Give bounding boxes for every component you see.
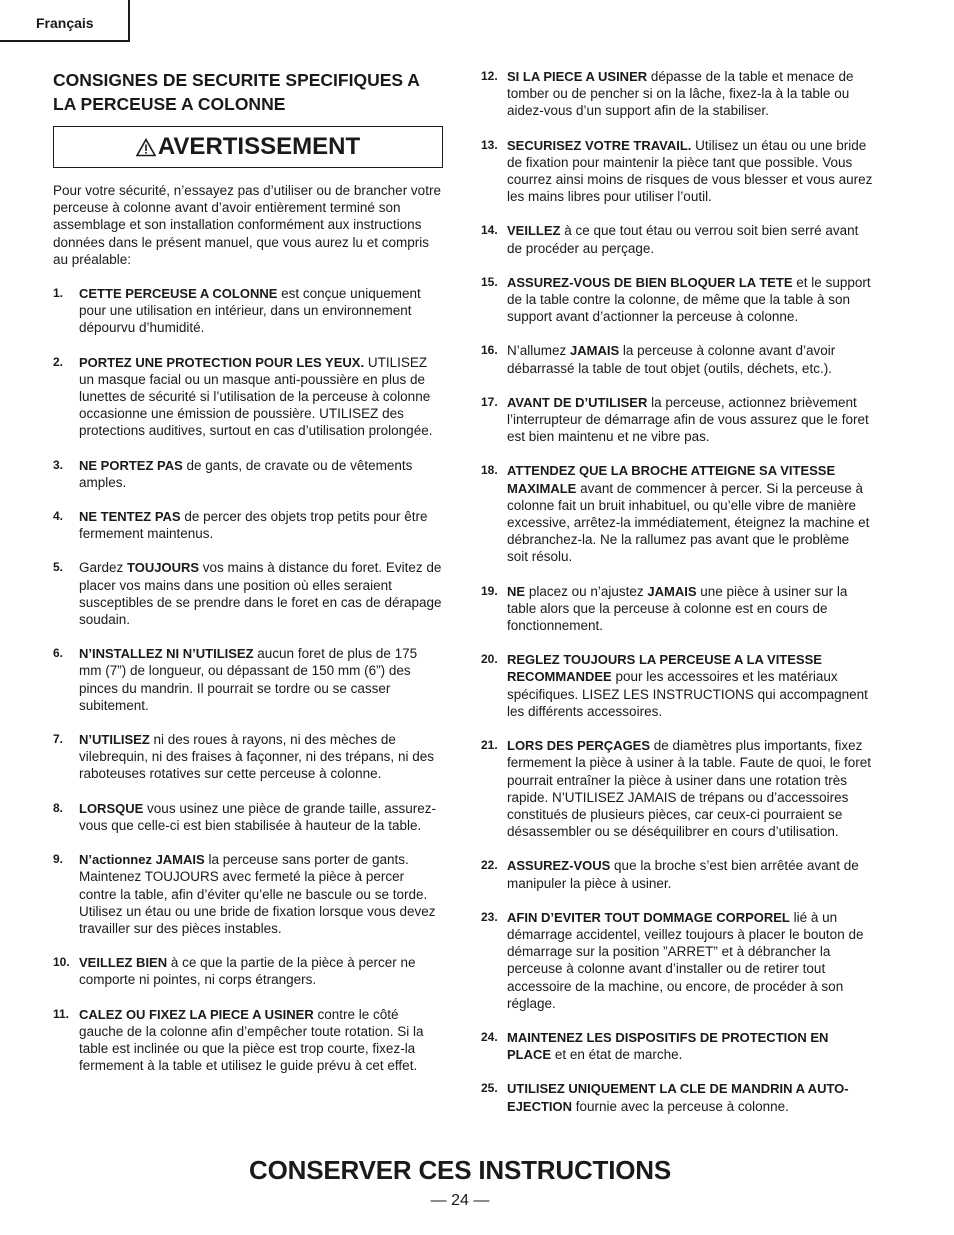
item-emphasis: NE PORTEZ PAS [79, 457, 183, 473]
item-text-part: la perceuse à colonne avant d’avoir débarrassé la table de tout objet (outils, déchets, etc.). [507, 343, 836, 376]
item-text-part: Gardez [79, 560, 128, 576]
item-text-part: de diamètres plus importants, fixez fermement la pièce à usiner à la table. Faute de quoi, le foret pourrait entraîner la pièce à usiner dans une rotation très rapide. N’UTILISEZ JAMAIS de trépans ou d’accessoires constitués de plusieurs pièces, car ceux-ci pourraient se désassembler ou se déséquilibrer en cours d’utilisation. [507, 738, 871, 840]
item-text [507, 1029, 873, 1063]
item-text [507, 274, 873, 326]
item-text-part: avant de commencer à percer. Si la perceuse à colonne fait un bruit inhabituel, ou qu’elle vibre de manière excessive, arrêtez-la immédiatement, éteignez la machine et débranchez-la. Ne la rallumez pas avant que le problème soit résolu. [507, 480, 870, 565]
list-item [53, 559, 443, 628]
list-item [481, 462, 873, 565]
item-text-part: vos mains à distance du foret. Evitez de placer vos mains dans une position où elles seraient susceptibles de se prendre dans le foret en cas de dérapage soudain. [79, 560, 442, 628]
section-title: CONSIGNES DE SECURITE SPECIFIQUES A LA PERCEUSE A COLONNE [53, 70, 420, 114]
list-item [481, 737, 873, 840]
item-text-part: vous usinez une pièce de grande taille, assurez-vous que celle-ci est bien stabilisée à hauteur de la table. [79, 800, 436, 833]
item-number: 12. [481, 69, 498, 83]
item-text-part: de percer des objets trop petits pour être fermement maintenus. [79, 509, 428, 542]
item-emphasis: CETTE PERCEUSE A COLONNE [79, 286, 278, 302]
item-text [507, 651, 873, 720]
item-emphasis: N’actionnez JAMAIS [79, 852, 205, 868]
footer-title: CONSERVER CES INSTRUCTIONS [249, 1155, 671, 1185]
list-item [53, 354, 443, 440]
list-item [481, 137, 873, 206]
left-column [53, 68, 443, 1091]
item-emphasis: LORS DES PERÇAGES [507, 738, 651, 754]
item-text [79, 285, 443, 337]
item-number: 5. [53, 560, 64, 575]
item-text [79, 559, 443, 628]
warning-label: AVERTISSEMENT [157, 133, 361, 161]
item-text-part: ni des roues à rayons, ni des mèches de vilebrequin, ni des fraises à façonner, ni des trépans, ni des raboteuses rotatives sur cette perceuse à colonne. [79, 732, 434, 782]
item-emphasis: PORTEZ UNE PROTECTION POUR LES YEUX. [79, 354, 365, 370]
item-emphasis: AVANT DE D’UTILISER [507, 394, 648, 410]
item-emphasis: VEILLEZ BIEN [79, 955, 168, 971]
item-text-part: placez ou n’ajustez [525, 583, 648, 599]
list-item [53, 851, 443, 937]
item-text-part: la perceuse, actionnez brièvement l’interrupteur de démarrage afin de vous assurez que le foret est bien maintenu et ne vibre pas. [507, 394, 869, 445]
item-text [79, 354, 443, 440]
item-text-part: Utilisez un étau ou une bride de fixation pour maintenir la pièce tant que possible. Vous courrez ainsi moins de risques de vous blesser et vous aurez les mains libres pour utiliser l’outil. [507, 137, 873, 205]
list-item [53, 285, 443, 337]
item-number: 6. [53, 646, 64, 661]
list-item [53, 457, 443, 491]
left-item-list [53, 285, 443, 1074]
item-emphasis: JAMAIS [647, 583, 697, 599]
item-number: 4. [53, 509, 64, 524]
item-number: 23. [481, 909, 498, 924]
item-text [79, 457, 443, 491]
item-text [79, 731, 443, 783]
item-number: 13. [481, 137, 498, 152]
page-number: — 24 — [430, 1192, 490, 1209]
item-emphasis: NE TENTEZ PAS [79, 509, 181, 525]
warning-triangle-icon [136, 138, 156, 157]
item-text-part: est conçue uniquement pour une utilisation en intérieur, dans un environnement dépourvu d’humidité. [79, 286, 421, 336]
item-number: 20. [481, 652, 498, 667]
item-text [79, 851, 443, 937]
item-text [507, 68, 873, 120]
item-text [507, 583, 873, 635]
item-emphasis: N’INSTALLEZ NI N’UTILISEZ [79, 646, 254, 662]
item-number: 2. [53, 354, 64, 369]
item-number: 17. [481, 394, 498, 409]
item-text [507, 394, 873, 446]
item-number: 10. [53, 955, 70, 970]
item-emphasis: ATTENDEZ QUE LA BROCHE ATTEIGNE SA VITESSE MAXIMALE [507, 463, 836, 496]
item-text-part: UTILISEZ un masque facial ou un masque anti-poussière en plus de lunettes de sécurité si l’utilisation de la perceuse à colonne occasionne une émission de poussière. UTILISEZ des protections auditives, surtout en cas d’utilisation prolongée. [79, 354, 433, 439]
item-emphasis: CALEZ OU FIXEZ LA PIECE A USINER [79, 1006, 314, 1022]
item-emphasis: REGLEZ TOUJOURS LA PERCEUSE A LA VITESSE RECOMMANDEE [507, 652, 822, 685]
item-emphasis: AFIN D’EVITER TOUT DOMMAGE CORPOREL [507, 909, 790, 925]
item-text [79, 1006, 443, 1075]
item-number: 8. [53, 800, 64, 815]
list-item [481, 342, 873, 376]
language-tab: Français [0, 0, 130, 42]
item-number: 1. [53, 286, 64, 301]
list-item [481, 68, 873, 120]
item-emphasis: MAINTENEZ LES DISPOSITIFS DE PROTECTION EN PLACE [507, 1029, 829, 1063]
item-text-part: une pièce à usiner sur la table alors que la perceuse à colonne est en cours de fonctionnement. [507, 583, 848, 634]
list-item [481, 909, 873, 1012]
item-text [507, 137, 873, 206]
item-emphasis: UTILISEZ UNIQUEMENT LA CLE DE MANDRIN A AUTO-EJECTION [507, 1081, 849, 1114]
item-number: 18. [481, 463, 498, 478]
item-number: 9. [53, 852, 64, 867]
list-item [481, 857, 873, 891]
item-number: 16. [481, 343, 498, 358]
list-item [481, 583, 873, 635]
item-number: 22. [481, 858, 498, 873]
item-text [507, 342, 873, 376]
item-text-part: pour les accessoires et les matériaux spécifiques. LISEZ LES INSTRUCTIONS qui accompagnent les différents accessoires. [507, 669, 868, 719]
item-text-part: aucun foret de plus de 175 mm (7”) de longueur, ou dépassant de 150 mm (6”) des pinces du mandrin. Il pourrait se tordre ou se casser subitement. [79, 646, 418, 713]
item-text-part: que la broche s’est bien arrêtée avant de manipuler la pièce à usiner. [507, 858, 859, 891]
list-item [53, 731, 443, 783]
item-text-part: fournie avec la perceuse à colonne. [572, 1098, 789, 1114]
right-item-list [481, 68, 873, 1115]
item-number: 3. [53, 457, 64, 472]
list-item [53, 800, 443, 834]
item-text-part: et en état de marche. [551, 1047, 683, 1063]
item-text-part: à ce que la partie de la pièce à percer ne comporte ni pointes, ni corps étrangers. [79, 955, 416, 988]
item-text [507, 857, 873, 891]
item-text-part: la perceuse sans porter de gants. Maintenez TOUJOURS avec fermeté la pièce à percer contre la table, afin d’éviter qu’elle ne bascule ou se torde. Utilisez un étau ou une bride de fixation lorsque vous devez travailler sur des pièces instables. [79, 852, 436, 936]
list-item [481, 651, 873, 720]
item-text [79, 645, 443, 714]
intro-paragraph: Pour votre sécurité, n’essayez pas d’utiliser ou de brancher votre perceuse à colonne avant d’avoir entièrement terminé son assemblage et son installation conformément aux instructions données dans le présent manuel, que vous aurez lu et compris au préalable: [53, 183, 441, 267]
item-text [507, 909, 873, 1012]
item-text [507, 737, 873, 840]
list-item [53, 645, 443, 714]
item-emphasis: TOUJOURS [127, 560, 200, 576]
item-number: 25. [481, 1081, 498, 1096]
list-item [481, 1080, 873, 1114]
item-emphasis: N’UTILISEZ [79, 732, 150, 748]
item-number: 21. [481, 738, 498, 753]
item-number: 14. [481, 223, 498, 238]
item-text [507, 1080, 873, 1114]
item-text-part: à ce que tout étau ou verrou soit bien serré avant de procéder au perçage. [507, 223, 859, 256]
item-text [79, 800, 443, 834]
list-item [53, 508, 443, 542]
list-item [481, 222, 873, 256]
warning-banner [53, 126, 443, 168]
item-emphasis: VEILLEZ [507, 223, 561, 239]
item-text-part: contre le côté gauche de la colonne afin d’empêcher toute rotation. Si la table est inclinée ou que la pièce est trop courte, fixez-la fermement à la table et utilisez le guide prévu à cet effet. [79, 1006, 424, 1074]
item-text [507, 222, 873, 256]
item-text [507, 462, 873, 565]
item-emphasis: ASSUREZ-VOUS [507, 858, 611, 874]
item-number: 7. [53, 732, 64, 747]
item-emphasis: NE [507, 583, 526, 599]
item-text-part: de gants, de cravate ou de vêtements amples. [79, 457, 413, 490]
list-item [481, 394, 873, 446]
item-number: 11. [53, 1006, 70, 1021]
item-number: 15. [481, 274, 498, 289]
item-emphasis: LORSQUE [79, 800, 144, 816]
list-item [53, 954, 443, 988]
item-text-part: dépasse de la table et menace de tomber ou de pencher si on la lâche, fixez-la à la table ou aidez-vous d’un support afin de la stabiliser. [507, 69, 854, 119]
item-text [79, 508, 443, 542]
list-item [481, 1029, 873, 1063]
list-item [53, 1006, 443, 1075]
item-emphasis: SECURISEZ VOTRE TRAVAIL. [507, 137, 692, 153]
item-text-part: N’allumez [507, 343, 571, 359]
item-emphasis: JAMAIS [570, 343, 620, 359]
item-text-part: lié à un démarrage accidentel, veillez toujours à placer le bouton de démarrage sur la position ”ARRET” et à débrancher la perceuse à colonne avant d’installer ou de retirer tout accessoire de la machine, ou encore, de procéder à son réglage. [507, 909, 864, 1011]
item-number: 19. [481, 583, 498, 598]
right-column [481, 68, 873, 1132]
item-number: 24. [481, 1029, 498, 1044]
item-emphasis: SI LA PIECE A USINER [507, 69, 648, 84]
item-text-part: et le support de la table contre la colonne, de même que la table à son support avant d’actionner la perceuse à colonne. [507, 274, 871, 325]
item-text [79, 954, 443, 988]
item-emphasis: ASSUREZ-VOUS DE BIEN BLOQUER LA TETE [507, 274, 793, 290]
list-item [481, 274, 873, 326]
